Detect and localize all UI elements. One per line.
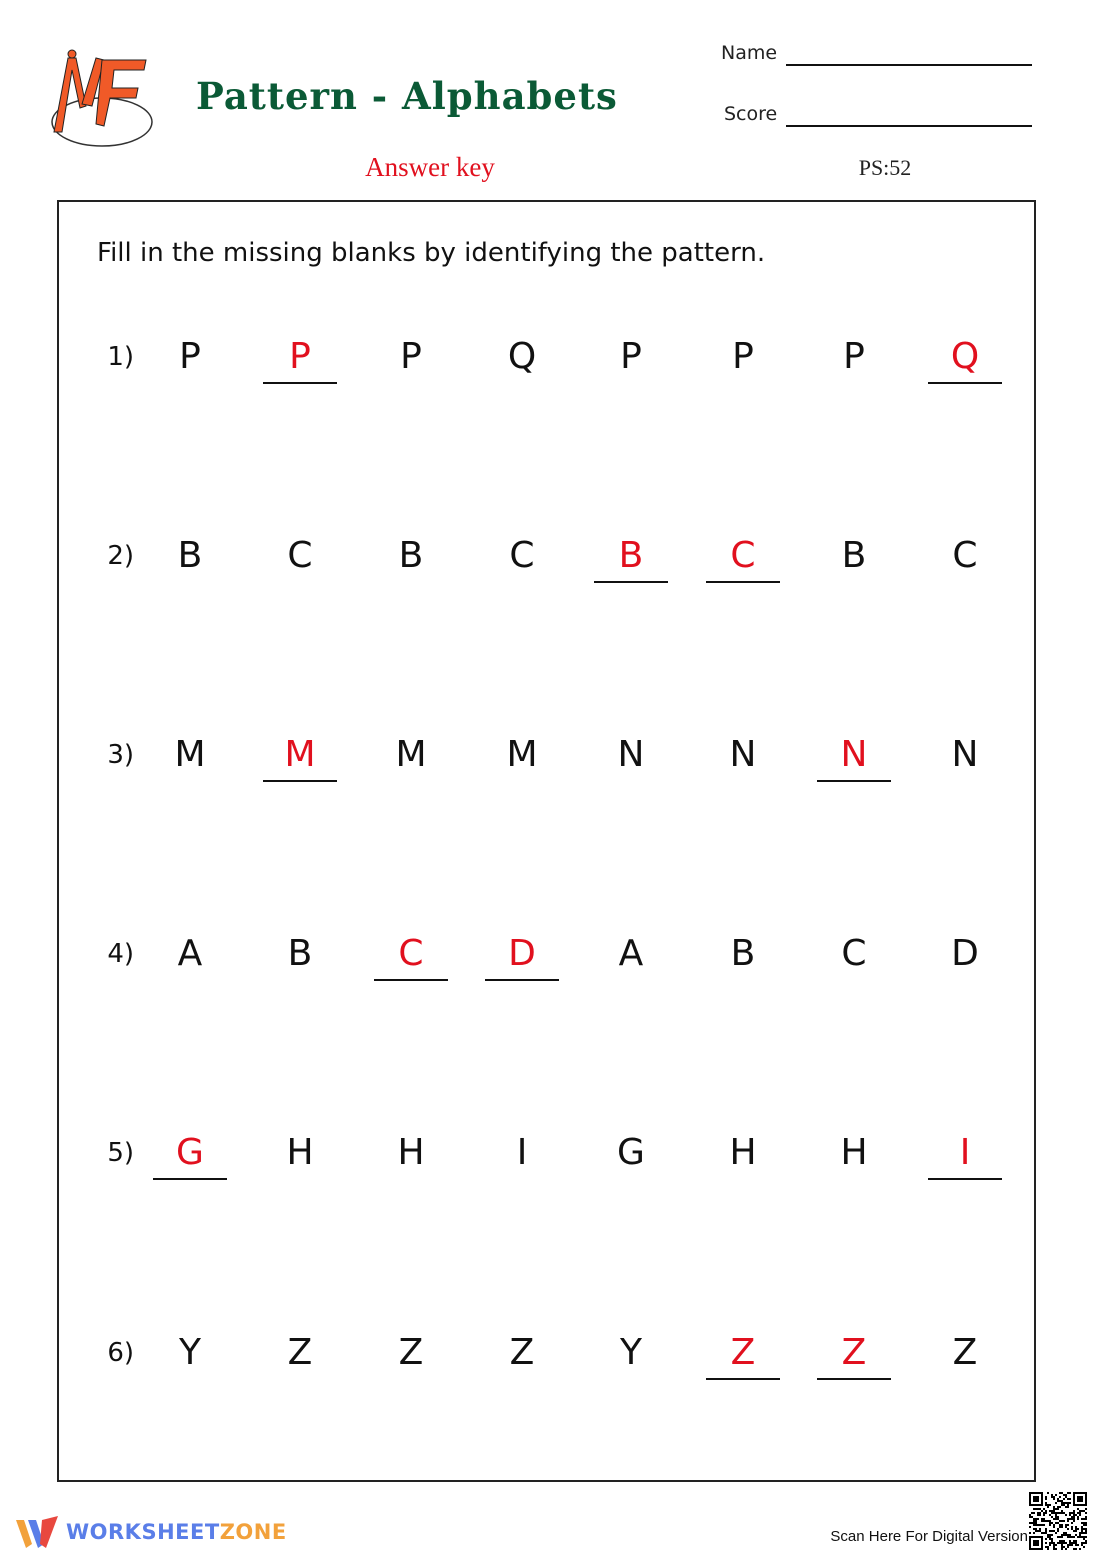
pattern-letter: B	[287, 933, 313, 974]
logo-text: MF	[46, 44, 48, 45]
pattern-letter: D	[951, 933, 979, 974]
scan-caption: Scan Here For Digital Version	[830, 1528, 1028, 1545]
score-label: Score	[724, 103, 778, 125]
pattern-letter: A	[618, 933, 644, 974]
problem-number: 1)	[107, 342, 134, 372]
pattern-letter: P	[179, 336, 201, 377]
name-field[interactable]	[786, 64, 1032, 66]
brand-name	[66, 1520, 287, 1544]
pattern-letter: C	[509, 535, 535, 576]
pattern-letter: Y	[620, 1332, 642, 1373]
pattern-letter: Z	[398, 1332, 424, 1373]
pattern-letter: P	[843, 336, 865, 377]
answer-blank[interactable]: B	[594, 531, 668, 583]
pattern-letter: H	[729, 1132, 757, 1173]
answer-blank[interactable]: M	[263, 730, 337, 782]
name-label: Name	[721, 42, 778, 64]
answer-blank[interactable]: Z	[706, 1328, 780, 1380]
problem-number: 6)	[107, 1338, 134, 1368]
pattern-letter: B	[841, 535, 867, 576]
pattern-letter: P	[400, 336, 422, 377]
pattern-letter: C	[287, 535, 313, 576]
answer-blank[interactable]: G	[153, 1128, 227, 1180]
pattern-letter: Q	[507, 336, 537, 377]
answer-blank[interactable]: Q	[928, 332, 1002, 384]
worksheet-code: PS:52	[858, 155, 912, 180]
problem-number: 5)	[107, 1138, 134, 1168]
answer-blank[interactable]: P	[263, 332, 337, 384]
score-field[interactable]	[786, 125, 1032, 127]
problem-number: 2)	[107, 541, 134, 571]
pattern-letter: N	[951, 734, 979, 775]
pattern-letter: Z	[952, 1332, 978, 1373]
pattern-letter: M	[174, 734, 206, 775]
answer-blank[interactable]: I	[928, 1128, 1002, 1180]
pattern-letter: Z	[509, 1332, 535, 1373]
answer-blank[interactable]: Z	[817, 1328, 891, 1380]
worksheetzone-logo-icon	[14, 1514, 60, 1550]
pattern-letter: C	[952, 535, 978, 576]
problem-number: 3)	[107, 740, 134, 770]
answer-blank[interactable]: N	[817, 730, 891, 782]
brand-part2: ZONE	[219, 1520, 287, 1544]
pattern-letter: H	[286, 1132, 314, 1173]
pattern-letter: H	[840, 1132, 868, 1173]
pattern-letter: M	[395, 734, 427, 775]
pattern-letter: P	[620, 336, 642, 377]
pattern-letter: N	[729, 734, 757, 775]
pattern-letter: G	[617, 1132, 645, 1173]
page-title: Pattern - Alphabets	[196, 74, 618, 118]
pattern-letter: M	[506, 734, 538, 775]
pattern-letter: H	[397, 1132, 425, 1173]
pattern-letter: N	[617, 734, 645, 775]
pattern-letter: I	[516, 1132, 528, 1173]
pattern-letter: Z	[287, 1332, 313, 1373]
pattern-letter: B	[730, 933, 756, 974]
problem-number: 4)	[107, 939, 134, 969]
answer-blank[interactable]: D	[485, 929, 559, 981]
answer-blank[interactable]: C	[374, 929, 448, 981]
instruction-text: Fill in the missing blanks by identifying the pattern.	[97, 238, 766, 268]
pattern-letter: B	[177, 535, 203, 576]
brand-part1: WORKSHEET	[66, 1520, 220, 1544]
pattern-letter: A	[177, 933, 203, 974]
pattern-letter: Y	[179, 1332, 201, 1373]
pattern-letter: B	[398, 535, 424, 576]
qr-code-icon[interactable]	[1029, 1492, 1087, 1550]
pattern-letter: C	[841, 933, 867, 974]
mf-logo	[46, 44, 158, 154]
answer-blank[interactable]: C	[706, 531, 780, 583]
answer-key-label: Answer key	[365, 152, 495, 182]
pattern-letter: P	[732, 336, 754, 377]
worksheet-box	[57, 200, 1036, 1482]
